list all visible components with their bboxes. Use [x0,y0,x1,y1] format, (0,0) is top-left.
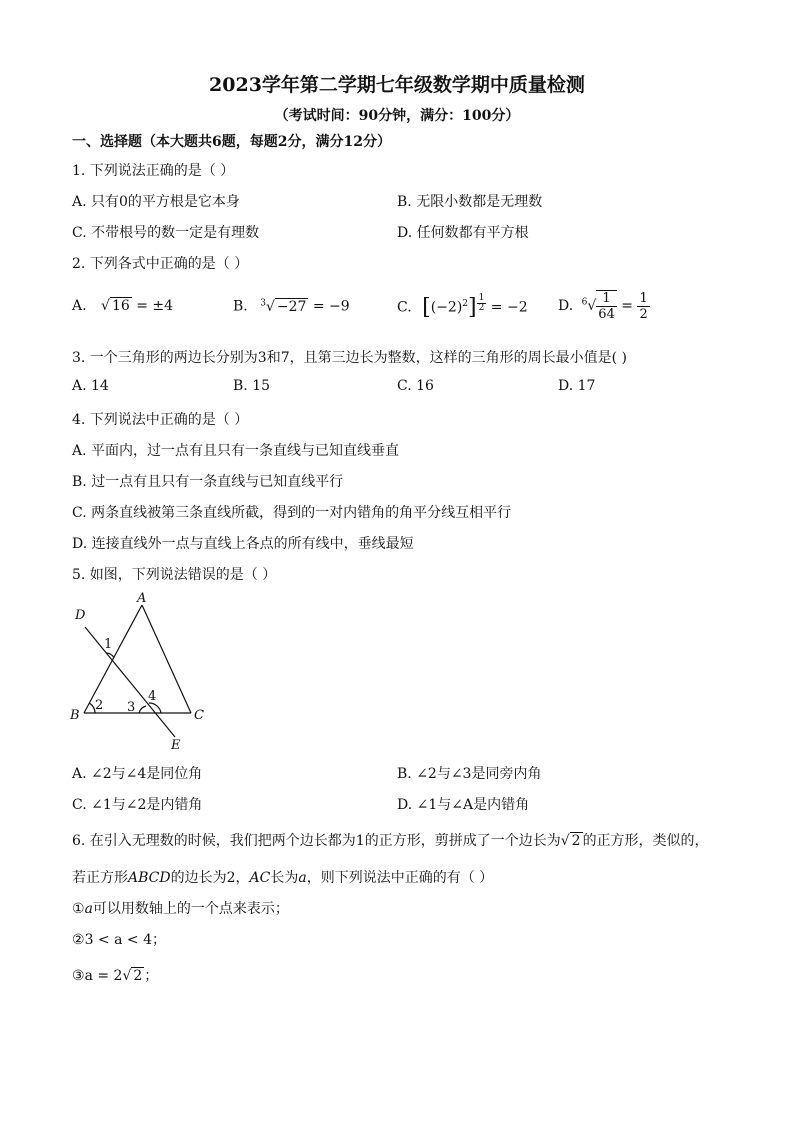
statement-text: 可以用数轴上的一个点来表示； [92,901,289,917]
option-label: B. [233,298,248,315]
q3-option-b: B. 15 [233,378,271,394]
question-6-line-1: 6. 在引入无理数的时候，我们把两个边长都为1的正方形，剪拼成了一个边长为√ 2 的正方形，类似的， [72,833,709,849]
option-label: A. [72,298,87,314]
radicand-num: 1 [596,291,617,307]
q6-text: 若正方形 [72,870,128,886]
inequality: 3 < a < 4 [84,932,152,948]
q6-text: 长为 [270,870,299,886]
outer-exp-den: 2 [478,303,485,313]
q1-option-b: B. 无限小数都是无理数 [397,194,543,210]
q1-option-d: D. 任何数都有平方根 [397,225,529,241]
statement-2 [72,929,166,949]
angle-3-arc [139,706,146,713]
question-3-stem: 3. 一个三角形的两边长分别为3和7，且第三边长为整数，这样的三角形的周长最小值是( ) [72,350,627,366]
rhs: = ±4 [136,298,174,314]
question-4-stem: 4. 下列说法中正确的是（ ） [72,412,249,428]
q6-line1-text: 6. 在引入无理数的时候，我们把两个边长都为1的正方形，剪拼成了一个边长为 [72,833,561,849]
punct: ； [152,932,166,948]
segment-ac: AC [249,870,271,886]
question-6-line-2 [72,867,493,887]
circled-number: ② [72,932,85,948]
equation-lhs: a = 2 [84,968,123,984]
q4-option-a: A. 平面内，过一点有且只有一条直线与已知直线垂直 [72,443,400,459]
rhs-num: 1 [639,290,648,306]
question-5-stem: 5. 如图，下列说法错误的是（ ） [72,567,277,583]
radicand: 2 [571,833,581,849]
question-1-stem: 1. 下列说法正确的是（ ） [72,163,235,179]
side-ab [84,605,142,713]
question-2-stem: 2. 下列各式中正确的是（ ） [72,256,249,272]
option-label: C. [397,299,412,316]
q2-option-c: C. $[(-2)^2]$ $^{\frac{1}{2}}$ = −2 [397,293,528,321]
statement-3: ③a = 2√ 2 ； [72,968,159,984]
statement-1 [72,898,289,918]
angle-2-label: 2 [95,698,104,713]
q1-option-c: C. 不带根号的数一定是有理数 [72,225,260,241]
equals: = [621,298,634,314]
q5-option-d: D. ∠1与∠A是内错角 [397,797,530,813]
exam-title: 2023学年第二学期七年级数学期中质量检测 [209,74,585,96]
point-e-label: E [171,738,181,753]
point-d-label: D [75,608,86,623]
radicand-den: 64 [598,307,615,322]
variable-a: a [298,870,307,886]
radicand: 16 [111,298,130,314]
circled-number: ③ [72,968,85,984]
q1-option-a: A. 只有0的平方根是它本身 [72,194,240,210]
q6-text: ，则下列说法中正确的有（ ） [306,870,494,886]
section-heading: 一、选择题（本大题共6题，每题2分，满分12分） [72,134,391,150]
q2-option-d: D. $^6$√ $\frac{1}{64}$ = $\frac{1}{2}$ [558,290,648,322]
q6-line1-tail: 的正方形，类似的， [582,833,709,849]
line-de [85,627,175,737]
root-index: 6 [581,297,588,308]
option-label: D. [558,298,574,314]
inner-power: (−2) [430,299,463,316]
point-c-label: C [194,708,204,723]
exam-subtitle: （考试时间：90分钟，满分：100分） [274,108,520,124]
radicand: 2 [133,968,143,984]
triangle-figure [65,585,225,755]
circled-number: ① [72,901,85,917]
q2-option-a: A. √ 16 = ±4 [72,298,174,314]
q6-text: 的边长为2， [170,870,250,886]
q2-option-b: B. $^3$√ −27 = −9 [233,298,350,315]
q4-option-d: D. 连接直线外一点与直线上各点的所有线中，垂线最短 [72,536,414,552]
inner-exponent: 2 [462,299,469,309]
angle-4-label: 4 [148,689,157,704]
rhs: = −2 [490,299,528,316]
angle-1-label: 1 [104,637,113,652]
q5-option-a: A. ∠2与∠4是同位角 [72,766,203,782]
square-name: ABCD [128,870,171,886]
variable-a: a [84,901,93,917]
rhs-den: 2 [639,306,648,322]
q5-option-c: C. ∠1与∠2是内错角 [72,797,203,813]
point-a-label: A [137,591,147,606]
q4-option-b: B. 过一点有且只有一条直线与已知直线平行 [72,474,344,490]
q4-option-c: C. 两条直线被第三条直线所截，得到的一对内错角的角平分线互相平行 [72,505,512,521]
root-index: 3 [260,298,266,308]
q5-option-b: B. ∠2与∠3是同旁内角 [397,766,542,782]
point-b-label: B [70,708,80,723]
punct: ； [144,968,159,984]
q3-option-a: A. 14 [72,378,109,394]
radicand: −27 [276,298,307,315]
outer-exp-num: 1 [478,293,485,303]
q3-option-c: C. 16 [397,378,434,394]
rhs: = −9 [312,298,350,315]
q3-option-d: D. 17 [558,378,596,394]
angle-3-label: 3 [127,700,136,715]
